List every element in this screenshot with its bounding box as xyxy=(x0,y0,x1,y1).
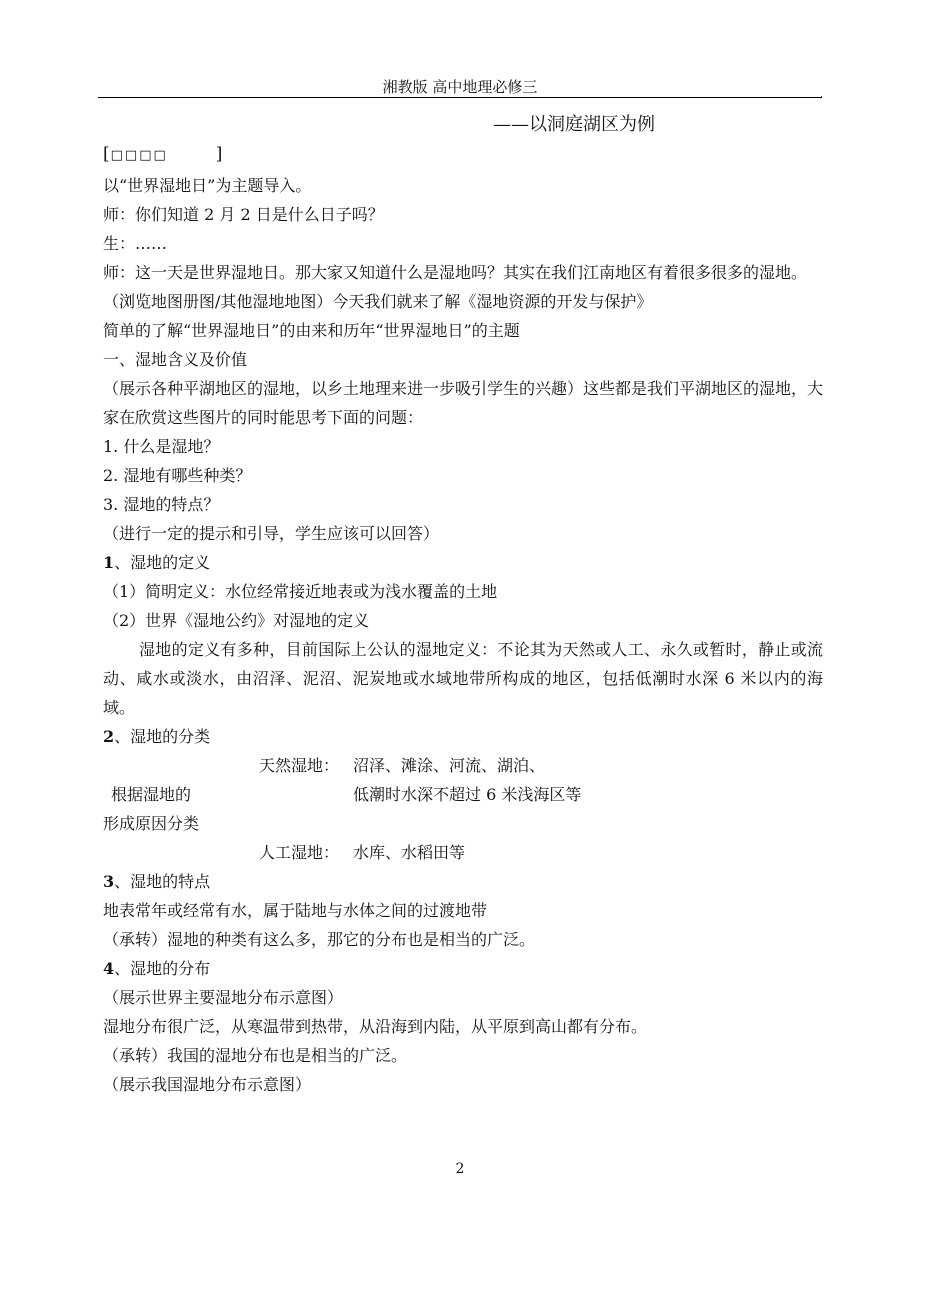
natural-wetland-items: 沼泽、滩涂、河流、湖泊、 xyxy=(353,756,546,775)
intro-line: （浏览地图册图/其他湿地地图）今天我们就来了解《湿地资源的开发与保护》 xyxy=(103,292,653,311)
section-lead: （展示各种平湖地区的湿地，以乡土地理来进一步吸引学生的兴趣）这些都是我们平湖地区的湿地，大家在欣赏这些图片的同时能思考下面的问题： xyxy=(103,379,824,427)
section-bracket-label xyxy=(103,143,223,167)
question-item: 3. 湿地的特点？ xyxy=(103,495,220,514)
distribution-heading xyxy=(103,954,823,983)
heading-number: 4 xyxy=(103,959,115,978)
features-heading xyxy=(103,867,823,896)
bracket-close: ] xyxy=(215,144,224,164)
intro-line: 生：…… xyxy=(103,234,168,253)
page-number: 2 xyxy=(455,1161,465,1177)
artificial-wetland-label: 人工湿地： xyxy=(259,843,340,862)
artificial-wetland-items: 水库、水稻田等 xyxy=(353,843,466,862)
show-world-map: （展示世界主要湿地分布示意图） xyxy=(103,988,344,1007)
intro-line: 简单的了解“世界湿地日”的由来和历年“世界湿地日”的主题 xyxy=(103,321,520,340)
natural-wetland-items: 低潮时水深不超过 6 米浅海区等 xyxy=(353,785,582,804)
heading-number: 2 xyxy=(103,727,115,746)
classification-basis: 形成原因分类 xyxy=(103,814,200,833)
header-rule xyxy=(98,97,822,98)
definition-paragraph: 湿地的定义有多种，目前国际上公认的湿地定义：不论其为天然或人工、永久或暂时，静止或流动、咸水或淡水，由沼泽、泥沼、泥炭地或水域地带所构成的地区，包括低潮时水深 6 米以内的海域。 xyxy=(103,640,823,717)
heading-title: 、湿地的特点 xyxy=(114,872,211,891)
heading-title: 、湿地的分类 xyxy=(114,727,211,746)
section-heading: 一、湿地含义及价值 xyxy=(103,350,248,369)
transition-line: （承转）湿地的种类有这么多，那它的分布也是相当的广泛。 xyxy=(103,930,536,949)
running-header: 湘教版 高中地理必修三 xyxy=(382,78,538,96)
classification-row-basis xyxy=(103,780,823,809)
intro-line: 师：你们知道 2 月 2 日是什么日子吗？ xyxy=(103,205,384,224)
transition-line: （承转）我国的湿地分布也是相当的广泛。 xyxy=(103,1046,408,1065)
question-item: 2. 湿地有哪些种类？ xyxy=(103,466,252,485)
bracket-open: [ xyxy=(103,144,111,164)
classification-row-artificial xyxy=(103,838,823,867)
heading-number: 1 xyxy=(103,553,115,572)
missing-glyphs: □□□□ xyxy=(110,148,168,163)
intro-paragraph: 师：这一天是世界湿地日。那大家又知道什么是湿地吗？其实在我们江南地区有着很多很多的湿地。 xyxy=(103,263,808,282)
lesson-subtitle: ——以洞庭湖区为例 xyxy=(493,114,655,135)
classification-row-basis-2 xyxy=(103,809,823,838)
show-china-map: （展示我国湿地分布示意图） xyxy=(103,1075,312,1094)
distribution-text: 湿地分布很广泛，从寒温带到热带，从沿海到内陆，从平原到高山都有分布。 xyxy=(103,1017,648,1036)
simple-definition: （1）简明定义：水位经常接近地表或为浅水覆盖的土地 xyxy=(103,582,498,601)
heading-title: 、湿地的定义 xyxy=(114,553,211,572)
intro-line: 以“世界湿地日”为主题导入。 xyxy=(103,176,312,195)
world-definition: （2）世界《湿地公约》对湿地的定义 xyxy=(103,611,370,630)
classification-basis: 根据湿地的 xyxy=(111,785,192,804)
teacher-note: （进行一定的提示和引导，学生应该可以回答） xyxy=(103,524,440,543)
definition-heading xyxy=(103,548,823,577)
question-item: 1. 什么是湿地？ xyxy=(103,437,220,456)
document-body xyxy=(103,171,823,1099)
header-mark: , xyxy=(820,89,824,100)
classification-heading xyxy=(103,722,823,751)
features-text: 地表常年或经常有水，属于陆地与水体之间的过渡地带 xyxy=(103,901,488,920)
heading-number: 3 xyxy=(103,872,115,891)
heading-title: 、湿地的分布 xyxy=(114,959,211,978)
classification-row-natural xyxy=(103,751,823,780)
natural-wetland-label: 天然湿地： xyxy=(259,756,340,775)
